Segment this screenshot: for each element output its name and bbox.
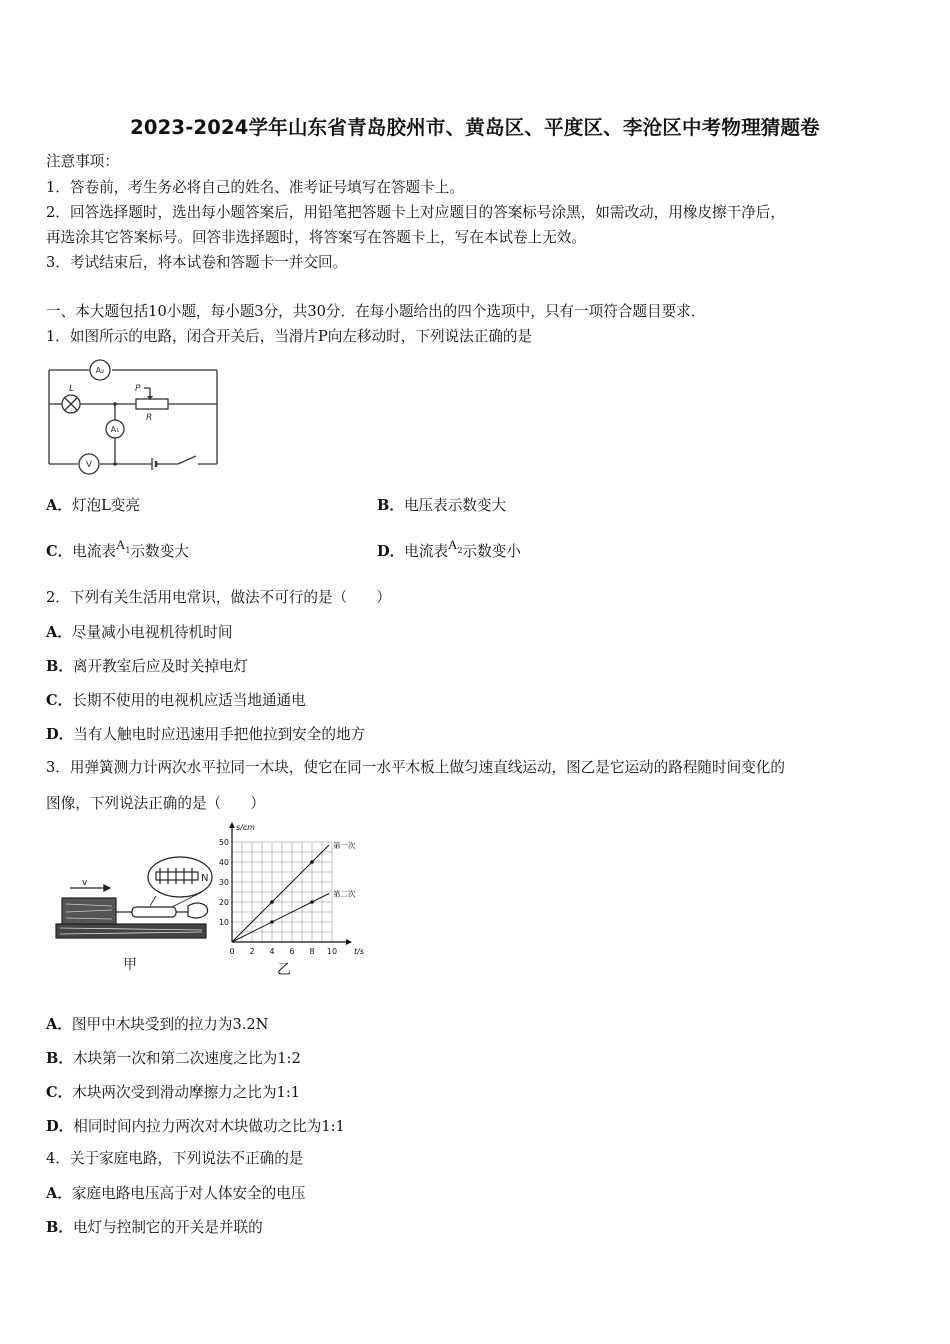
x-tick-label: 4 — [269, 947, 275, 956]
meter-symbol: A — [116, 537, 126, 552]
option-text: 长期不使用的电视机应适当地通通电 — [72, 692, 306, 709]
x-axis-arrow — [346, 939, 352, 945]
question-2-stem: 2．下列有关生活用电常识，做法不可行的是（ ） — [46, 589, 391, 606]
option-label: B． — [46, 1219, 73, 1236]
x-axis-label: t/s — [354, 947, 364, 956]
option-label: C． — [46, 543, 73, 560]
q2-option-b[interactable] — [46, 655, 248, 676]
q4-option-a[interactable] — [46, 1182, 305, 1203]
option-text: 木块第一次和第二次速度之比为1:2 — [72, 1050, 301, 1067]
option-text: 电流表 — [72, 543, 117, 560]
option-text: 家庭电路电压高于对人体安全的电压 — [71, 1185, 306, 1202]
x-tick-label: 2 — [249, 947, 255, 956]
option-label: D． — [377, 543, 405, 560]
series-point — [270, 920, 274, 924]
note-item: 2．回答选择题时，选出每小题答案后，用铅笔把答题卡上对应题目的答案标号涂黑，如需改动，用橡皮擦干净后， — [46, 204, 785, 221]
label-a2: A₂ — [95, 366, 105, 375]
y-axis-label: s/cm — [236, 823, 256, 832]
series-point — [310, 900, 314, 904]
question-4-stem: 4．关于家庭电路，下列说法不正确的是 — [46, 1150, 304, 1167]
y-axis-arrow — [229, 822, 235, 828]
q1-option-a[interactable] — [46, 494, 140, 515]
note-item: 1．答卷前，考生务必将自己的姓名、准考证号填写在答题卡上。 — [46, 179, 464, 196]
x-tick-label: 8 — [309, 947, 315, 956]
option-label: D． — [46, 726, 74, 743]
series-point — [310, 860, 314, 864]
x-tick-label: 0 — [229, 947, 235, 956]
option-label: D． — [46, 1118, 74, 1135]
y-tick-label: 30 — [218, 878, 229, 887]
label-v: V — [85, 460, 93, 470]
notes-heading: 注意事项： — [46, 153, 119, 170]
figure-caption-jia: 甲 — [123, 957, 137, 973]
circuit-diagram — [44, 358, 224, 473]
question-3-stem-cont: 图像，下列说法正确的是（ ） — [46, 795, 265, 812]
q3-option-a[interactable] — [46, 1013, 268, 1034]
series-label: 第一次 — [333, 841, 356, 850]
q2-option-a[interactable] — [46, 621, 232, 642]
q3-option-b[interactable] — [46, 1047, 301, 1068]
option-text: 相同时间内拉力两次对木块做功之比为1:1 — [73, 1118, 345, 1135]
q2-option-c[interactable] — [46, 689, 306, 710]
x-tick-label: 6 — [289, 947, 295, 956]
label-p: P — [135, 384, 141, 394]
option-text: 灯泡L变亮 — [71, 497, 140, 514]
series-line — [232, 845, 329, 942]
spring-scale-figure — [52, 852, 212, 972]
option-label: A． — [46, 1016, 72, 1033]
note-item: 3．考试结束后，将本试卷和答题卡一并交回。 — [46, 254, 348, 271]
option-text: 电压表示数变大 — [403, 497, 507, 514]
option-label: C． — [46, 692, 73, 709]
y-tick-label: 10 — [218, 918, 229, 927]
q3-option-c[interactable] — [46, 1081, 300, 1102]
q1-option-b[interactable] — [377, 494, 506, 515]
meter-symbol: A — [448, 537, 458, 552]
option-text: 木块两次受到滑动摩擦力之比为1:1 — [72, 1084, 301, 1101]
q3-option-d[interactable] — [46, 1115, 345, 1136]
option-label: A． — [46, 497, 72, 514]
q1-option-c[interactable] — [46, 537, 189, 561]
q2-option-d[interactable] — [46, 723, 365, 744]
option-text: 图甲中木块受到的拉力为3.2N — [71, 1016, 269, 1033]
note-item: 再选涂其它答案标号。回答非选择题时，将答案写在答题卡上，写在本试卷上无效。 — [46, 229, 586, 246]
y-tick-label: 20 — [218, 898, 229, 907]
series-point — [270, 900, 274, 904]
question-3-stem: 3．用弹簧测力计两次水平拉同一木块，使它在同一水平木板上做匀速直线运动，图乙是它运动的路程随时间变化的 — [46, 759, 785, 776]
question-1-stem: 1．如图所示的电路，闭合开关后，当滑片P向左移动时，下列说法正确的是 — [46, 328, 533, 345]
option-label: B． — [377, 497, 404, 514]
page-title: 2023-2024学年山东省青岛胶州市、黄岛区、平度区、李沧区中考物理猜题卷 — [130, 116, 820, 139]
velocity-label: v — [82, 878, 88, 888]
distance-time-chart — [218, 824, 368, 979]
section-heading: 一、本大题包括10小题，每小题3分，共30分．在每小题给出的四个选项中，只有一项符合题目要求． — [46, 303, 706, 320]
label-a1: A₁ — [110, 425, 120, 434]
option-text: 当有人触电时应迅速用手把他拉到安全的地方 — [73, 726, 366, 743]
label-r: R — [146, 413, 153, 423]
series-line — [232, 894, 329, 943]
option-label: B． — [46, 658, 73, 675]
figure-caption-yi: 乙 — [277, 962, 291, 978]
option-label: C． — [46, 1084, 73, 1101]
meter-subscript: 2 — [457, 546, 463, 555]
option-label: B． — [46, 1050, 73, 1067]
option-text: 电灯与控制它的开关是并联的 — [72, 1219, 263, 1236]
x-tick-label: 10 — [326, 947, 338, 956]
option-text: 电流表 — [404, 543, 449, 560]
option-text: 示数变小 — [462, 543, 521, 560]
y-tick-label: 40 — [218, 858, 229, 867]
option-label: A． — [46, 1185, 72, 1202]
series-label: 第二次 — [333, 889, 356, 899]
option-text: 离开教室后应及时关掉电灯 — [72, 658, 249, 675]
q1-option-d[interactable] — [377, 537, 521, 561]
option-label: A． — [46, 624, 72, 641]
label-l: L — [69, 384, 75, 394]
q4-option-b[interactable] — [46, 1216, 263, 1237]
meter-subscript: 1 — [125, 546, 131, 555]
option-text: 尽量减小电视机待机时间 — [71, 624, 233, 641]
y-tick-label: 50 — [218, 838, 229, 847]
newton-label: N — [201, 873, 209, 884]
option-text: 示数变大 — [130, 543, 189, 560]
